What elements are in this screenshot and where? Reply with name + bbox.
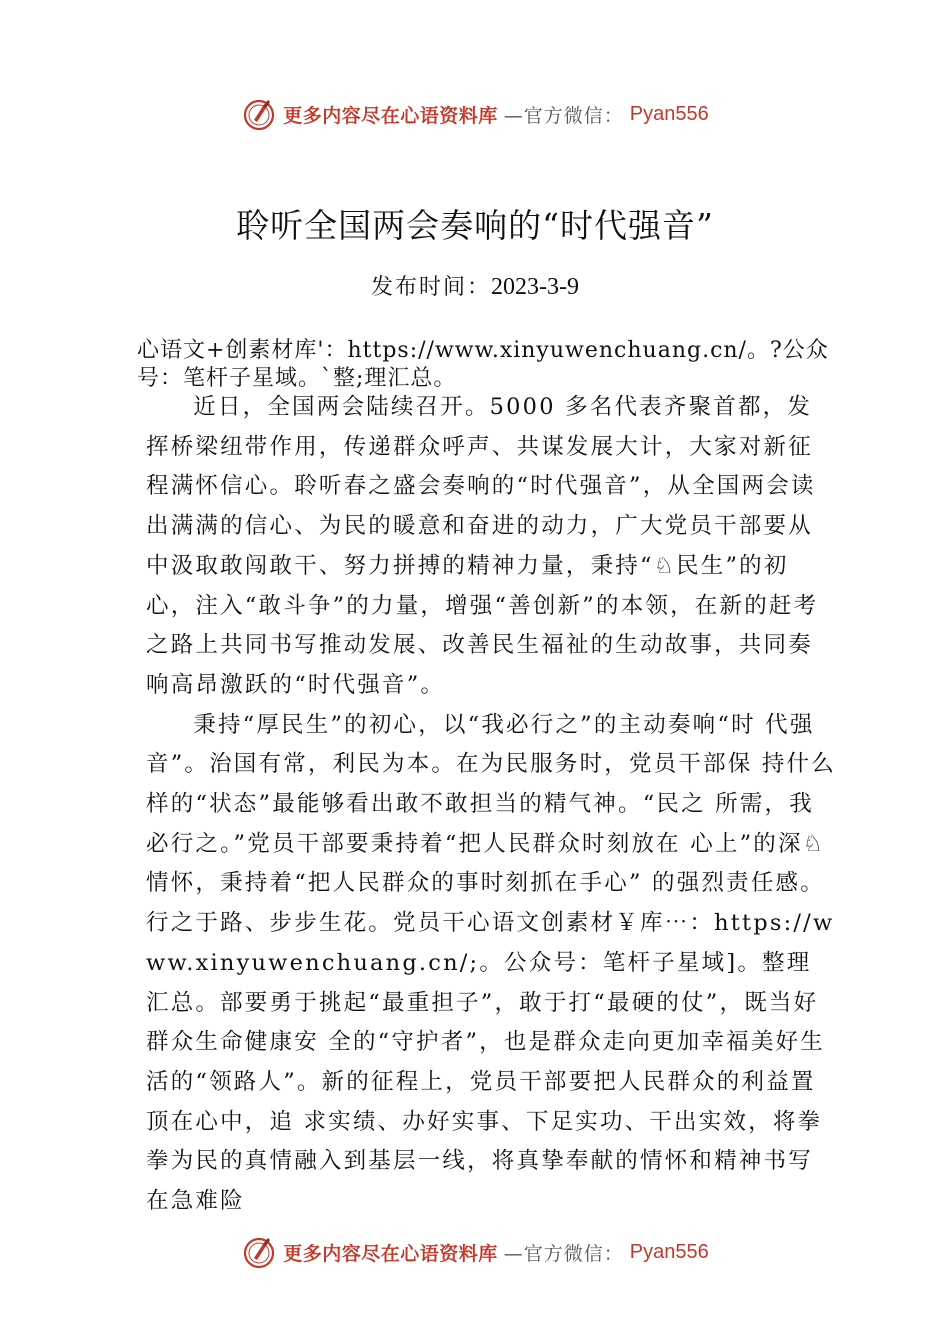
paragraph: 近日，全国两会陆续召开。5000 多名代表齐聚首都，发挥桥梁纽带作用，传递群众呼声、共谋发展大计，大家对新征程满怀信心。聆听春之盛会奏响的“时代强音”，从全国两会读出满满的信心、为民的暖意和奋进的动力，广大党员干部要从中汲取敢闯敢干、努力拼搏的精神力量，秉持“♘民生”的初心，注入“敢斗争”的力量，增强“善创新”的本领，在新的赶考之路上共同书写推动发展、改善民生福祉的生动故事，共同奏响高昂激跃的“时代强音”。 bbox=[146, 394, 819, 698]
banner-wechat-label: —官方微信： bbox=[503, 104, 624, 127]
page-title: 聆听全国两会奏响的“时代强音” bbox=[236, 206, 714, 245]
publish-date bbox=[0, 270, 950, 301]
publish-date-label: 发布时间： bbox=[371, 275, 492, 300]
banner-wechat-label: —官方微信： bbox=[503, 1242, 624, 1265]
paragraph: 秉持“厚民生”的初心，以“我必行之”的主动奏响“时 代强音”。治国有常，利民为本。在为民服务时，党员干部保 持什么样的“状态”最能够看出敢不敢担当的精气神。“民之 所需，我必行之。”党员干部要秉持着“把人民群众时刻放在 心上”的深♘情怀，秉持着“把人民群众的事时刻抓在手心” 的强烈责任感。行之于路、步步生花。党员干心语文创素材￥库⋯：https://www.xinyuwenchuang.cn/;。公众号：笔杆子星域]。整理汇总。部要勇于挑起“最重担子”，敢于打“最硬的仗”，既当好群众生命健康安 全的“守护者”，也是群众走向更加幸福美好生活的“领路人”。新的征程上，党员干部要把人民群众的利益置顶在心中，追 求实绩、办好实事、下足实功、干出实效，将拳拳为民的真情融入到基层一线，将真挚奉献的情怀和精神书写在急难险 bbox=[146, 711, 836, 1215]
seal-pen-icon bbox=[241, 96, 277, 132]
banner-wechat-id: Pyan556 bbox=[629, 102, 709, 125]
publish-date-value: 2023-3-9 bbox=[491, 274, 579, 300]
header-banner bbox=[0, 94, 950, 134]
banner-wechat-id: Pyan556 bbox=[629, 1240, 709, 1263]
seal-pen-icon bbox=[241, 1234, 277, 1270]
banner-promo-text: 更多内容尽在心语资料库 bbox=[283, 1242, 498, 1265]
source-note: 心语文+创素材库'：https://www.xinyuwenchuang.cn/。?公众号：笔杆子星域。`整;理汇总。 bbox=[137, 338, 829, 391]
footer-banner bbox=[0, 1232, 950, 1272]
banner-promo-text: 更多内容尽在心语资料库 bbox=[283, 104, 498, 127]
article-body bbox=[146, 388, 836, 1222]
